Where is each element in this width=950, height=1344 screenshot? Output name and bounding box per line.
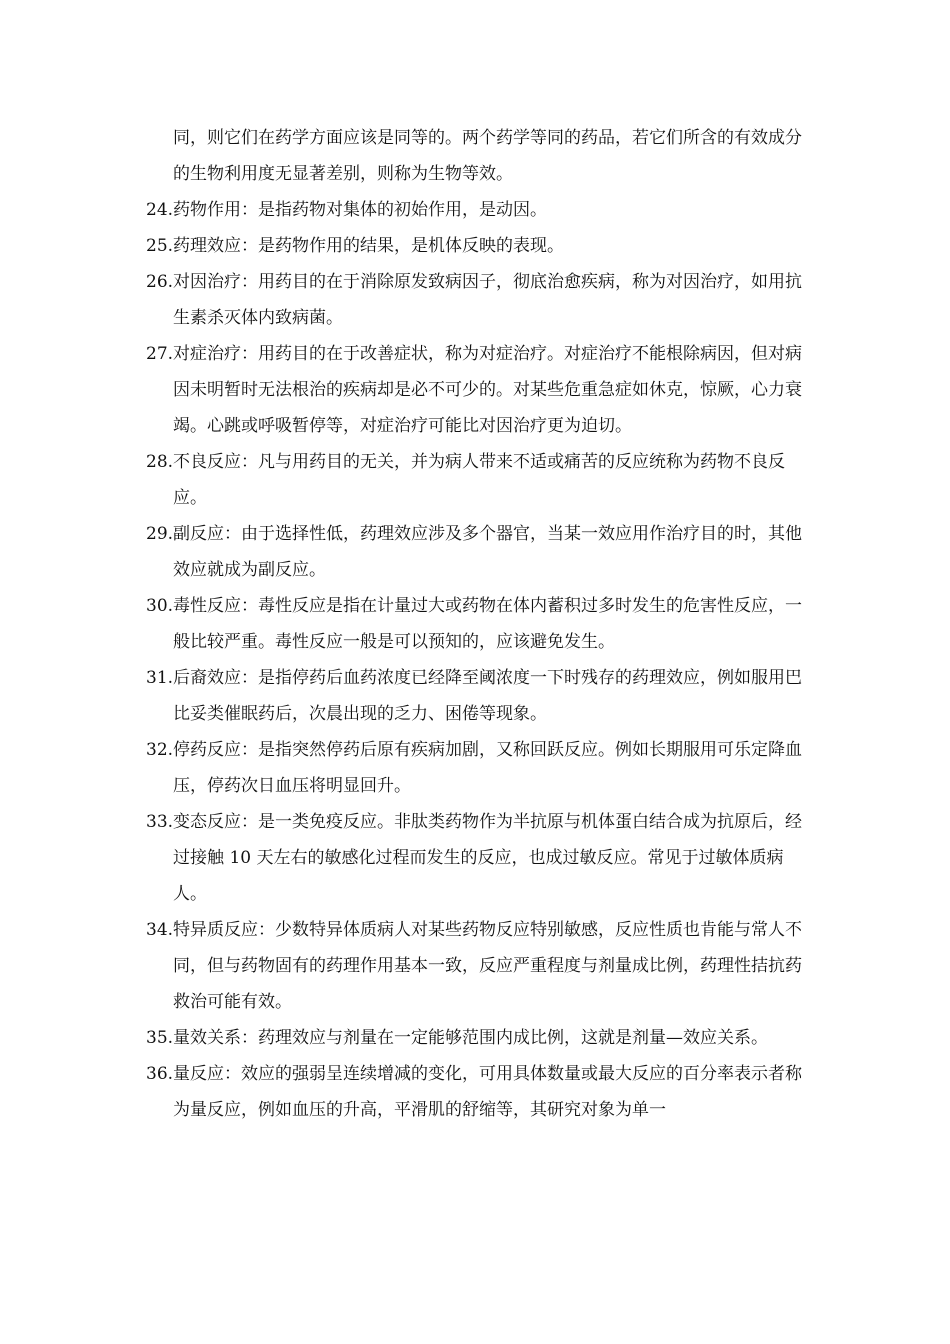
item-text: 特异质反应：少数特异体质病人对某些药物反应特别敏感，反应性质也肯能与常人不同，但与药物固有的药理作用基本一致，反应严重程度与剂量成比例，药理性拮抗药救治可能有效。 — [173, 920, 803, 1012]
item-text: 副反应：由于选择性低，药理效应涉及多个器官，当某一效应用作治疗目的时，其他效应就成为副反应。 — [173, 524, 803, 580]
list-item — [146, 660, 808, 732]
list-item — [146, 228, 808, 264]
list-item — [146, 516, 808, 588]
item-text: 不良反应：凡与用药目的无关，并为病人带来不适或痛苦的反应统称为药物不良反应。 — [173, 452, 786, 508]
item-text: 停药反应：是指突然停药后原有疾病加剧，又称回跃反应。例如长期服用可乐定降血压，停药次日血压将明显回升。 — [173, 740, 803, 796]
item-number: 28. — [146, 452, 174, 472]
item-text: 药物作用：是指药物对集体的初始作用，是动因。 — [173, 200, 548, 220]
item-number: 33. — [146, 812, 174, 832]
item-text: 变态反应：是一类免疫反应。非肽类药物作为半抗原与机体蛋白结合成为抗原后，经过接触 10 天左右的敏感化过程而发生的反应，也成过敏反应。常见于过敏体质病人。 — [173, 812, 803, 904]
item-text: 量反应：效应的强弱呈连续增减的变化，可用具体数量或最大反应的百分率表示者称为量反应，例如血压的升高，平滑肌的舒缩等，其研究对象为单一 — [173, 1064, 803, 1120]
list-item — [146, 336, 808, 444]
item-number: 32. — [146, 740, 174, 760]
item-number: 30. — [146, 596, 174, 616]
item-number: 31. — [146, 668, 174, 688]
item-number: 35. — [146, 1028, 174, 1048]
definition-list — [146, 192, 808, 1128]
item-text: 毒性反应：毒性反应是指在计量过大或药物在体内蓄积过多时发生的危害性反应，一般比较严重。毒性反应一般是可以预知的，应该避免发生。 — [173, 596, 803, 652]
item-number: 25. — [146, 236, 174, 256]
item-number: 24. — [146, 200, 174, 220]
item-text: 对症治疗：用药目的在于改善症状，称为对症治疗。对症治疗不能根除病因，但对病因未明暂时无法根治的疾病却是必不可少的。对某些危重急症如休克，惊厥，心力衰竭。心跳或呼吸暂停等，对症治疗可能比对因治疗更为迫切。 — [173, 344, 803, 436]
list-item — [146, 1056, 808, 1128]
item-number: 29. — [146, 524, 174, 544]
list-item — [146, 732, 808, 804]
item-text: 药理效应：是药物作用的结果，是机体反映的表现。 — [173, 236, 565, 256]
list-item — [146, 1020, 808, 1056]
document-body — [146, 120, 808, 1128]
list-item — [146, 588, 808, 660]
item-number: 34. — [146, 920, 174, 940]
item-text: 后裔效应：是指停药后血药浓度已经降至阈浓度一下时残存的药理效应，例如服用巴比妥类催眠药后，次晨出现的乏力、困倦等现象。 — [173, 668, 803, 724]
list-item — [146, 264, 808, 336]
item-text: 对因治疗：用药目的在于消除原发致病因子，彻底治愈疾病，称为对因治疗，如用抗生素杀灭体内致病菌。 — [173, 272, 803, 328]
list-item — [146, 912, 808, 1020]
list-item — [146, 192, 808, 228]
list-item — [146, 804, 808, 912]
item-number: 26. — [146, 272, 174, 292]
item-number: 36. — [146, 1064, 174, 1084]
list-item — [146, 444, 808, 516]
item-number: 27. — [146, 344, 174, 364]
continued-paragraph: 同，则它们在药学方面应该是同等的。两个药学等同的药品，若它们所含的有效成分的生物利用度无显著差别，则称为生物等效。 — [173, 128, 802, 184]
item-text: 量效关系：药理效应与剂量在一定能够范围内成比例，这就是剂量—效应关系。 — [173, 1028, 769, 1048]
